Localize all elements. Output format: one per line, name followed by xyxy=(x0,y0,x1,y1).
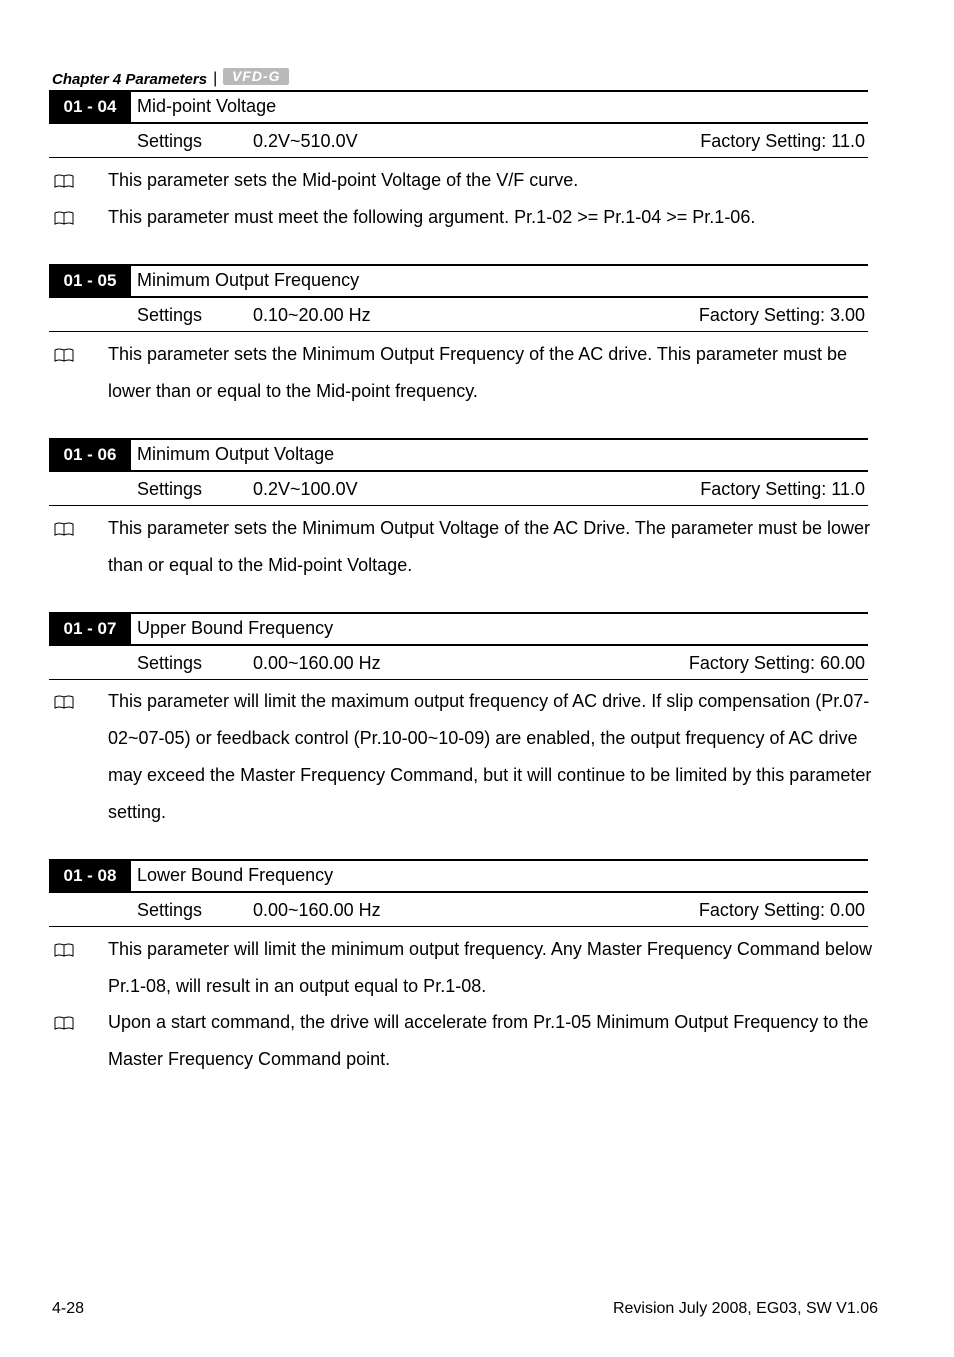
param-block-01-04 xyxy=(49,90,868,158)
param-name: Lower Bound Frequency xyxy=(137,865,334,885)
page-header xyxy=(52,68,289,90)
note-text: This parameter sets the Minimum Output Frequency of the AC drive. This parameter must be lower than or equal to the Mid-point frequency. xyxy=(108,344,847,401)
settings-range: 0.00~160.00 Hz xyxy=(253,653,381,673)
note-item xyxy=(54,336,884,410)
settings-label: Settings xyxy=(137,653,203,673)
settings-range: 0.00~160.00 Hz xyxy=(253,900,381,920)
book-icon xyxy=(54,199,74,236)
param-name: Upper Bound Frequency xyxy=(137,618,334,638)
param-name: Minimum Output Voltage xyxy=(137,444,335,464)
note-item xyxy=(54,510,884,584)
param-block-01-05 xyxy=(49,264,868,332)
page-number: 4-28 xyxy=(52,1300,85,1317)
settings-label: Settings xyxy=(137,479,203,499)
param-name: Mid-point Voltage xyxy=(137,96,277,116)
book-icon xyxy=(54,931,74,968)
settings-range: 0.10~20.00 Hz xyxy=(253,305,371,325)
note-item xyxy=(54,931,884,1005)
revision-info: Revision July 2008, EG03, SW V1.06 xyxy=(612,1300,878,1317)
note-item xyxy=(54,683,884,831)
note-item xyxy=(54,199,884,236)
param-id: 01 - 06 xyxy=(49,438,131,472)
note-item xyxy=(54,1004,884,1078)
header-separator: | xyxy=(213,70,218,87)
param-name: Minimum Output Frequency xyxy=(137,270,360,290)
book-icon xyxy=(54,683,74,720)
note-text: This parameter will limit the maximum output frequency of AC drive. If slip compensation (Pr.07-02~07-05) or feedback control (Pr.10-00~10-09) are enabled, the output frequency of AC drive may exceed the Master Frequency Command, but it will continue to be limited by this parameter setting. xyxy=(108,691,872,822)
note-text: This parameter must meet the following argument. Pr.1-02 >= Pr.1-04 >= Pr.1-06. xyxy=(108,207,756,227)
book-icon xyxy=(54,510,74,547)
factory-setting: Factory Setting: 0.00 xyxy=(698,900,865,920)
chapter-title: Chapter 4 Parameters xyxy=(52,70,208,88)
factory-setting: Factory Setting: 60.00 xyxy=(688,653,865,673)
param-id: 01 - 07 xyxy=(49,612,131,646)
param-id: 01 - 05 xyxy=(49,264,131,298)
param-id: 01 - 08 xyxy=(49,859,131,893)
note-text: This parameter sets the Mid-point Voltage of the V/F curve. xyxy=(108,170,579,190)
vfd-g-logo: VFD-G xyxy=(223,68,289,85)
book-icon xyxy=(54,336,74,373)
book-icon xyxy=(54,1004,74,1041)
note-text: Upon a start command, the drive will accelerate from Pr.1-05 Minimum Output Frequency to the Master Frequency Command point. xyxy=(108,1012,869,1069)
factory-setting: Factory Setting: 11.0 xyxy=(700,479,865,499)
settings-label: Settings xyxy=(137,900,203,920)
book-icon xyxy=(54,162,74,199)
note-text: This parameter will limit the minimum output frequency. Any Master Frequency Command below Pr.1-08, will result in an output equal to Pr.1-08. xyxy=(108,939,872,996)
factory-setting: Factory Setting: 11.0 xyxy=(700,131,865,151)
settings-range: 0.2V~510.0V xyxy=(253,131,358,151)
param-block-01-08 xyxy=(49,859,868,927)
note-text: This parameter sets the Minimum Output Voltage of the AC Drive. The parameter must be lower than or equal to the Mid-point Voltage. xyxy=(108,518,871,575)
settings-range: 0.2V~100.0V xyxy=(253,479,358,499)
param-block-01-07 xyxy=(49,612,868,680)
settings-label: Settings xyxy=(137,305,203,325)
param-id: 01 - 04 xyxy=(49,90,131,124)
param-block-01-06 xyxy=(49,438,868,506)
factory-setting: Factory Setting: 3.00 xyxy=(698,305,865,325)
settings-label: Settings xyxy=(137,131,203,151)
note-item xyxy=(54,162,884,199)
